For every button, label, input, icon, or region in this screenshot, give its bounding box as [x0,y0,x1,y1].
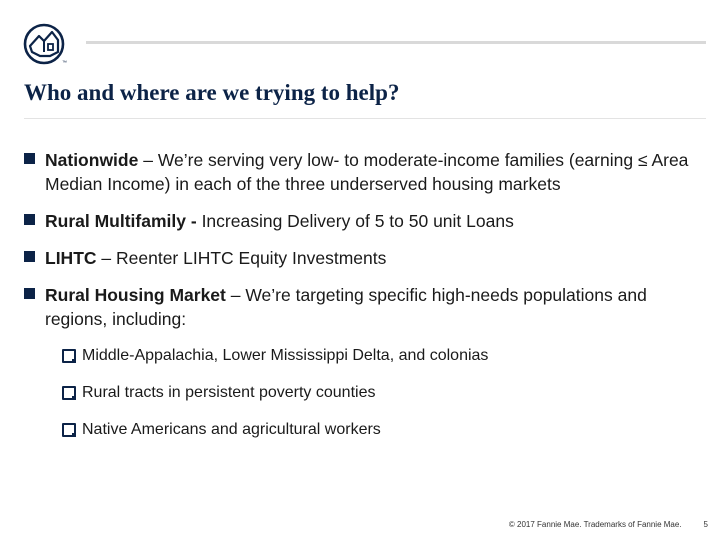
bullet-separator: – [96,248,116,268]
square-bullet-icon [24,153,35,164]
bullet-list [24,148,704,456]
bullet-text: We’re targeting specific high-needs populations and regions, including: [45,285,647,329]
box-bullet-icon [62,386,76,400]
bullet-separator: – [225,285,246,305]
sub-bullet-text: Native Americans and agricultural workers [82,421,381,438]
bullet-lead: Nationwide [45,150,139,170]
bullet-rural-housing-market [24,283,704,331]
page-number: 5 [703,520,708,529]
bullet-lead: LIHTC [45,248,97,268]
title-rule [24,118,706,119]
bullet-text: Increasing Delivery of 5 to 50 unit Loans [201,211,514,231]
header-rule [86,41,706,44]
bullet-text: We’re serving very low- to moderate-income families (earning ≤ Area Median Income) in each of the three underserved housing markets [45,150,689,194]
sub-bullet-text: Rural tracts in persistent poverty counties [82,384,376,401]
sub-bullet-native-americans [62,419,704,441]
slide-title: Who and where are we trying to help? [24,80,400,105]
fannie-mae-logo [22,22,68,68]
bullet-separator: – [138,150,158,170]
square-bullet-icon [24,251,35,262]
square-bullet-icon [24,214,35,225]
bullet-lead: Rural Housing Market [45,285,226,305]
bullet-lihtc [24,246,704,270]
bullet-separator: - [186,211,202,231]
house-logo-icon [22,22,68,68]
box-bullet-icon [62,423,76,437]
trademark-mark: ™ [62,60,67,66]
sub-bullet-text: Middle-Appalachia, Lower Mississippi Delta, and colonias [82,347,489,364]
sub-bullet-appalachia [62,345,704,367]
copyright-text: © 2017 Fannie Mae. Trademarks of Fannie Mae. [508,520,682,529]
bullet-nationwide [24,148,704,196]
footer [509,520,708,529]
square-bullet-icon [24,288,35,299]
bullet-text: Reenter LIHTC Equity Investments [116,248,387,268]
bullet-lead: Rural Multifamily [45,211,186,231]
sub-bullet-list [24,345,704,441]
sub-bullet-rural-tracts [62,382,704,404]
box-bullet-icon [62,349,76,363]
bullet-rural-multifamily [24,209,704,233]
